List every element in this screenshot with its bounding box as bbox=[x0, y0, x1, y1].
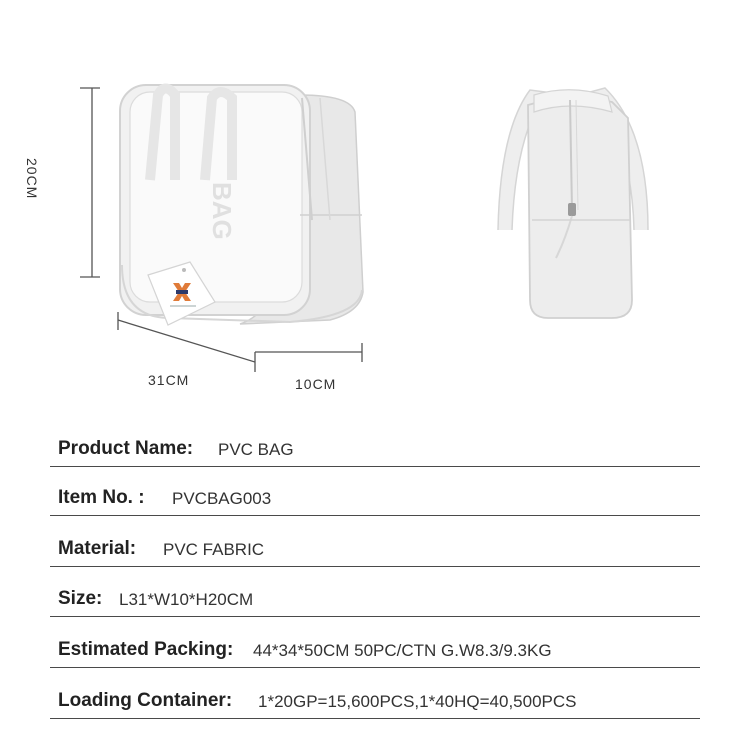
spec-row-product-name bbox=[50, 424, 700, 467]
spec-label: Material: bbox=[58, 538, 137, 559]
length-dimension-label: 31CM bbox=[148, 372, 190, 388]
spec-value: 44*34*50CM 50PC/CTN G.W8.3/9.3KG bbox=[253, 641, 552, 660]
spec-value: PVC BAG bbox=[218, 440, 294, 459]
spec-value: PVC FABRIC bbox=[163, 540, 265, 559]
spec-label: Loading Container: bbox=[58, 690, 233, 711]
spec-row-item-no bbox=[50, 473, 700, 516]
height-dimension-label: 20CM bbox=[24, 158, 40, 200]
spec-label: Item No. : bbox=[58, 487, 145, 508]
spec-label: Product Name: bbox=[58, 438, 194, 459]
spec-row-loading-container bbox=[50, 676, 700, 719]
width-dimension-label: 10CM bbox=[295, 376, 337, 392]
height-dimension-line bbox=[80, 88, 100, 277]
bag-print-text: BAG bbox=[207, 182, 237, 240]
bag-side-view bbox=[498, 88, 648, 318]
spec-value: L31*W10*H20CM bbox=[119, 590, 254, 609]
spec-label: Estimated Packing: bbox=[58, 639, 234, 660]
spec-row-estimated-packing bbox=[50, 625, 700, 668]
width-dimension-line bbox=[255, 343, 362, 362]
spec-row-material bbox=[50, 524, 700, 567]
spec-value: PVCBAG003 bbox=[172, 489, 272, 508]
spec-row-size bbox=[50, 574, 700, 617]
spec-value: 1*20GP=15,600PCS,1*40HQ=40,500PCS bbox=[258, 692, 577, 711]
spec-label: Size: bbox=[58, 588, 103, 609]
